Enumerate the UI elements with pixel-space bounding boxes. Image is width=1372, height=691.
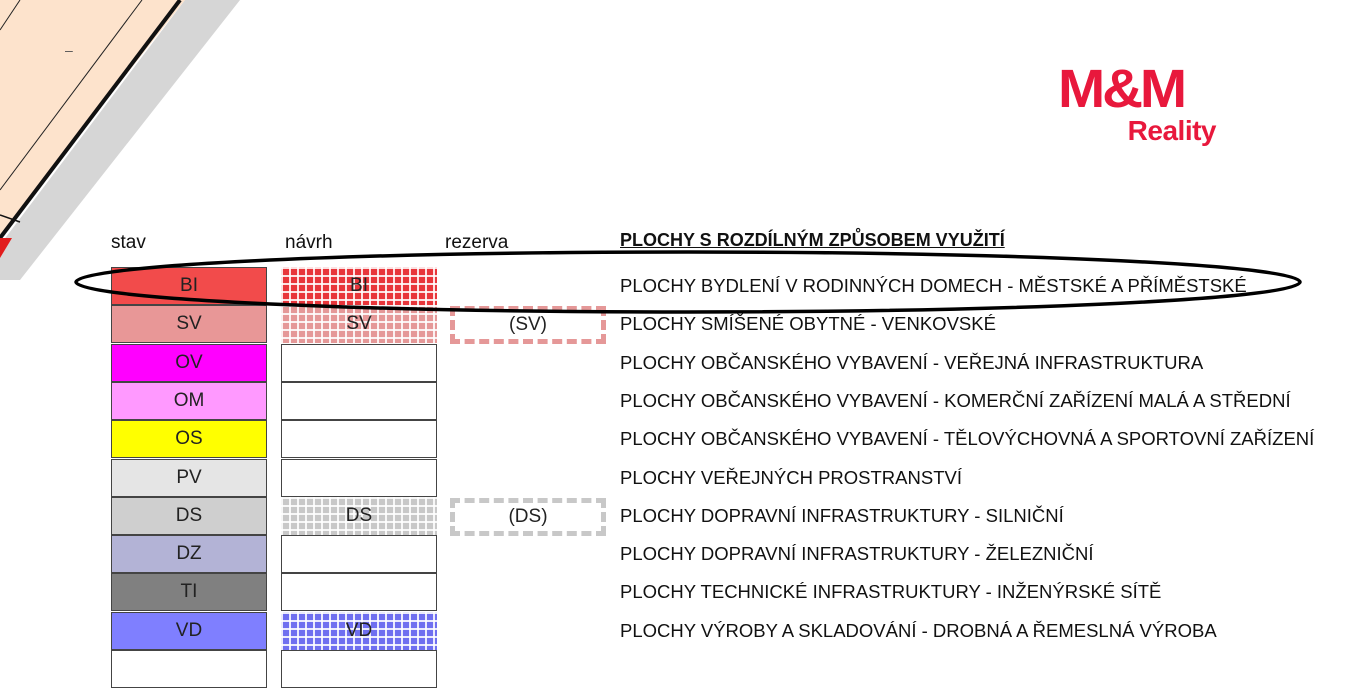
rezerva-swatch: (SV) [450, 306, 606, 344]
stav-swatch: VD [111, 612, 267, 650]
navrh-swatch: DS [281, 497, 437, 535]
navrh-swatch [281, 344, 437, 382]
legend-row [0, 267, 1372, 305]
legend-row [0, 650, 1372, 688]
stav-swatch: PV [111, 459, 267, 497]
legend-row [0, 535, 1372, 573]
stav-swatch: OM [111, 382, 267, 420]
legend-description: PLOCHY TECHNICKÉ INFRASTRUKTURY - INŽENÝRSKÉ SÍTĚ [620, 581, 1162, 603]
legend-description: PLOCHY VEŘEJNÝCH PROSTRANSTVÍ [620, 466, 962, 488]
legend-description: PLOCHY OBČANSKÉHO VYBAVENÍ - VEŘEJNÁ INFRASTRUKTURA [620, 351, 1204, 373]
stav-swatch: DS [111, 497, 267, 535]
navrh-swatch: SV [281, 305, 437, 343]
navrh-swatch [281, 459, 437, 497]
company-logo [1058, 59, 1220, 146]
legend-row [0, 612, 1372, 650]
stav-swatch: DZ [111, 535, 267, 573]
navrh-swatch [281, 420, 437, 458]
stav-swatch [111, 650, 267, 688]
navrh-swatch [281, 535, 437, 573]
legend-row [0, 305, 1372, 343]
logo-main-text: M&M [1058, 59, 1184, 119]
legend-row [0, 420, 1372, 458]
legend-description: PLOCHY DOPRAVNÍ INFRASTRUKTURY - SILNIČNÍ [620, 504, 1064, 526]
header-navrh: návrh [285, 232, 333, 253]
navrh-swatch: BI [281, 267, 437, 305]
legend-row [0, 459, 1372, 497]
logo-sub-text: Reality [1127, 115, 1216, 146]
legend-row [0, 573, 1372, 611]
legend-row [0, 344, 1372, 382]
stav-swatch: TI [111, 573, 267, 611]
header-stav: stav [111, 232, 146, 253]
stav-swatch: BI [111, 267, 267, 305]
legend-description: PLOCHY DOPRAVNÍ INFRASTRUKTURY - ŽELEZNIČNÍ [620, 543, 1094, 565]
navrh-swatch [281, 650, 437, 688]
header-rezerva: rezerva [445, 232, 509, 253]
legend-description: PLOCHY SMÍŠENÉ OBYTNÉ - VENKOVSKÉ [620, 313, 996, 335]
map-label: – [65, 42, 73, 58]
legend-description: PLOCHY OBČANSKÉHO VYBAVENÍ - KOMERČNÍ ZAŘÍZENÍ MALÁ A STŘEDNÍ [620, 389, 1291, 411]
rezerva-swatch: (DS) [450, 498, 606, 536]
legend-description: PLOCHY VÝROBY A SKLADOVÁNÍ - DROBNÁ A ŘEMESLNÁ VÝROBA [620, 619, 1217, 641]
legend-row [0, 497, 1372, 535]
legend-title: PLOCHY S ROZDÍLNÝM ZPŮSOBEM VYUŽITÍ [620, 230, 1005, 250]
navrh-swatch [281, 573, 437, 611]
stav-swatch: SV [111, 305, 267, 343]
stav-swatch: OV [111, 344, 267, 382]
legend-description: PLOCHY OBČANSKÉHO VYBAVENÍ - TĚLOVÝCHOVNÁ A SPORTOVNÍ ZAŘÍZENÍ [620, 428, 1315, 450]
legend-description: PLOCHY BYDLENÍ V RODINNÝCH DOMECH - MĚSTSKÉ A PŘÍMĚSTSKÉ [620, 275, 1247, 296]
legend-row [0, 382, 1372, 420]
stav-swatch: OS [111, 420, 267, 458]
navrh-swatch [281, 382, 437, 420]
navrh-swatch: VD [281, 612, 437, 650]
